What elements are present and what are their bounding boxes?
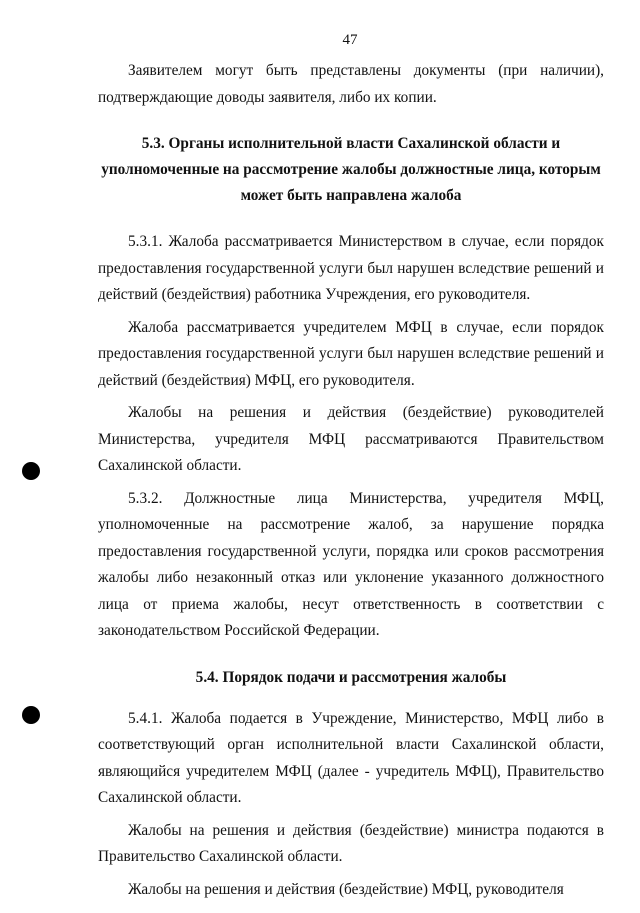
section-heading-5-4: 5.4. Порядок подачи и рассмотрения жалобы (195, 668, 507, 686)
paragraph: 5.3.1. Жалоба рассматривается Министерством в случае, если порядок предоставления государственной услуги был нарушен вследствие решений и действий (бездействия) работника Учреждения, его руководителя. (98, 233, 604, 303)
page-number: 47 (342, 32, 358, 48)
document-body (98, 58, 604, 903)
paragraph: Жалоба рассматривается учредителем МФЦ в случае, если порядок предоставления государственной услуги был нарушен вследствие решений и действий (бездействия) МФЦ, его руководителя. (98, 318, 604, 389)
paragraph: 5.4.1. Жалоба подается в Учреждение, Министерство, МФЦ либо в соответствующий орган исполнительной власти Сахалинской области, являющийся учредителем МФЦ (далее - учредитель МФЦ), Правительство Сахалинской области. (98, 709, 604, 806)
paragraph: Жалобы на решения и действия (бездействие) руководителей Министерства, учредителя МФЦ рассматриваются Правительством Сахалинской области. (98, 404, 604, 474)
section-heading-5-3: 5.3. Органы исполнительной власти Сахалинской области и уполномоченные на рассмотрение жалобы должностные лица, которым может быть направлена жалоба (101, 135, 601, 204)
punch-hole-marker (22, 706, 40, 724)
paragraph: Заявителем могут быть представлены документы (при наличии), подтверждающие доводы заявителя, либо их копии. (98, 62, 604, 106)
punch-hole-marker (22, 462, 40, 480)
paragraph: Жалобы на решения и действия (бездействие) МФЦ, руководителя (128, 880, 564, 898)
paragraph: Жалобы на решения и действия (бездействие) министра подаются в Правительство Сахалинской области. (98, 821, 604, 865)
paragraph: 5.3.2. Должностные лица Министерства, учредителя МФЦ, уполномоченные на рассмотрение жалоб, за нарушение порядка предоставления государственной услуги, порядка или сроков рассмотрения жалобы либо незаконный отказ или уклонение указанного должностного лица от приема жалобы, несут ответственность в соответствии с законодательством Российской Федерации. (98, 489, 604, 639)
